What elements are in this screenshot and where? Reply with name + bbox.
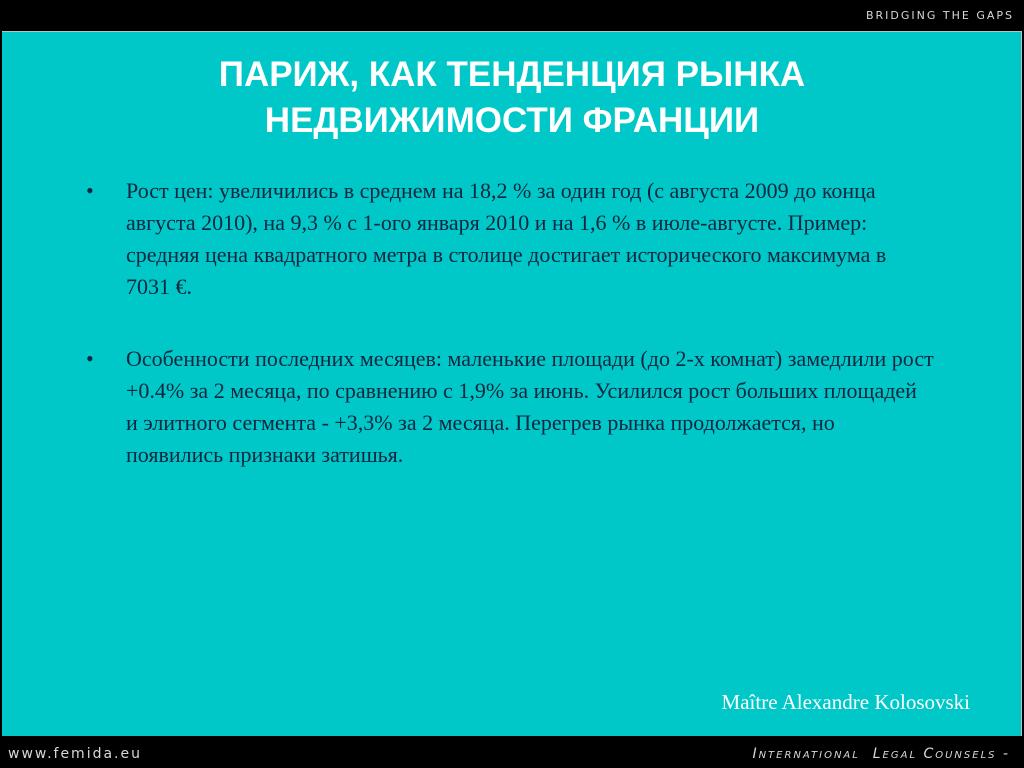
title-line-2: НЕДВИЖИМОСТИ ФРАНЦИИ: [264, 101, 760, 140]
slide-title: [0, 52, 1024, 144]
website-link[interactable]: www.femida.eu: [8, 746, 142, 762]
title-line-1: ПАРИЖ, КАК ТЕНДЕНЦИЯ РЫНКА: [218, 55, 806, 94]
bottom-bar: [0, 736, 1024, 768]
tagline: BRIDGING THE GAPS: [865, 9, 1014, 22]
firm-name: International Legal Counsels -: [752, 746, 1010, 762]
bullet-icon: •: [86, 178, 94, 203]
top-bar: [0, 0, 1024, 30]
author-name: Maître Alexandre Kolosovski: [721, 690, 970, 714]
bullet-list: [84, 175, 934, 511]
bullet-text: Особенности последних месяцев: маленькие площади (до 2-х комнат) замедлили рост +0.4% за 2 месяца, по сравнению с 1,9% за июнь. Усилился рост больших площадей и элитного сегмента - +3,3% за 2 месяца. Перегрев рынка продолжается, но появились признаки затишья.: [126, 346, 934, 467]
bullet-text: Рост цен: увеличились в среднем на 18,2 % за один год (с августа 2009 до конца августа 2010), на 9,3 % с 1-ого января 2010 и на 1,6 % в июле-августе. Пример: средняя цена квадратного метра в столице достигает исторического максимума в 7031 €.: [126, 178, 887, 299]
bullet-icon: •: [86, 346, 94, 371]
bullet-item: [84, 343, 934, 471]
bullet-item: [84, 175, 934, 303]
